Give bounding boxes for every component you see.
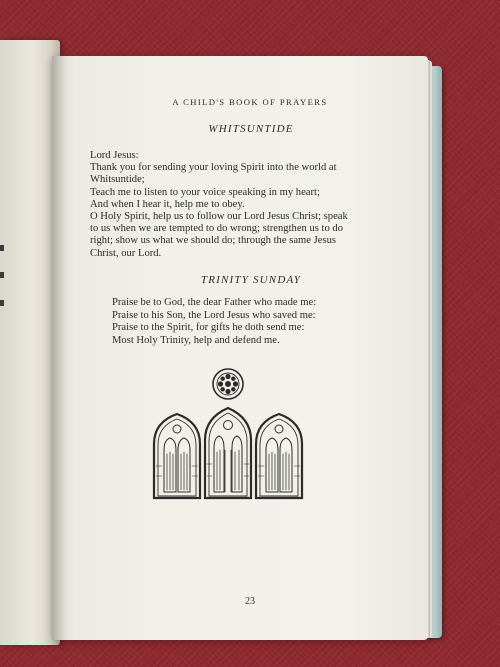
verse-line: Praise be to God, the dear Father who made me:	[112, 297, 317, 308]
running-head: A CHILD'S BOOK OF PRAYERS	[172, 97, 328, 107]
verse-line: Praise to the Spirit, for gifts he doth send me:	[112, 322, 305, 334]
whitsuntide-prayer	[90, 150, 408, 260]
book-page	[52, 56, 428, 640]
left-window-icon	[154, 414, 200, 498]
page-gutter-shadow	[52, 56, 66, 640]
right-window-icon	[256, 414, 302, 498]
prayer-line: to us when we are tempted to do wrong; strengthen us to do	[90, 223, 344, 235]
verse-line: Most Holy Trinity, help and defend me.	[112, 334, 280, 346]
prayer-line: Whitsuntide;	[90, 174, 145, 186]
center-window-icon	[205, 408, 251, 498]
church-windows-icon	[148, 366, 308, 500]
left-facing-page	[0, 40, 60, 645]
prayer-line: Thank you for sending your loving Spirit into the world at	[90, 162, 337, 174]
verse-line: Praise to his Son, the Lord Jesus who saved me:	[112, 309, 316, 321]
rose-window-icon	[213, 369, 243, 399]
prayer-line: Lord Jesus:	[90, 150, 139, 161]
prayer-line: right; show us what we should do; through the same Jesus	[90, 235, 336, 247]
prayer-line: Teach me to listen to your voice speaking in my heart;	[90, 186, 320, 198]
prayer-line: And when I hear it, help me to obey.	[90, 198, 245, 210]
prayer-line: O Holy Spirit, help us to follow our Lord Jesus Christ; speak	[90, 211, 348, 223]
section-title-trinity-sunday: TRINITY SUNDAY	[200, 274, 302, 286]
left-page-text-fragment	[0, 245, 4, 251]
trinity-sunday-verse	[112, 297, 402, 347]
left-page-text-fragment	[0, 300, 4, 306]
left-page-text-fragment	[0, 272, 4, 278]
page-number: 23	[245, 596, 255, 607]
prayer-line: Christ, our Lord.	[90, 247, 162, 259]
section-title-whitsuntide: WHITSUNTIDE	[208, 123, 294, 135]
